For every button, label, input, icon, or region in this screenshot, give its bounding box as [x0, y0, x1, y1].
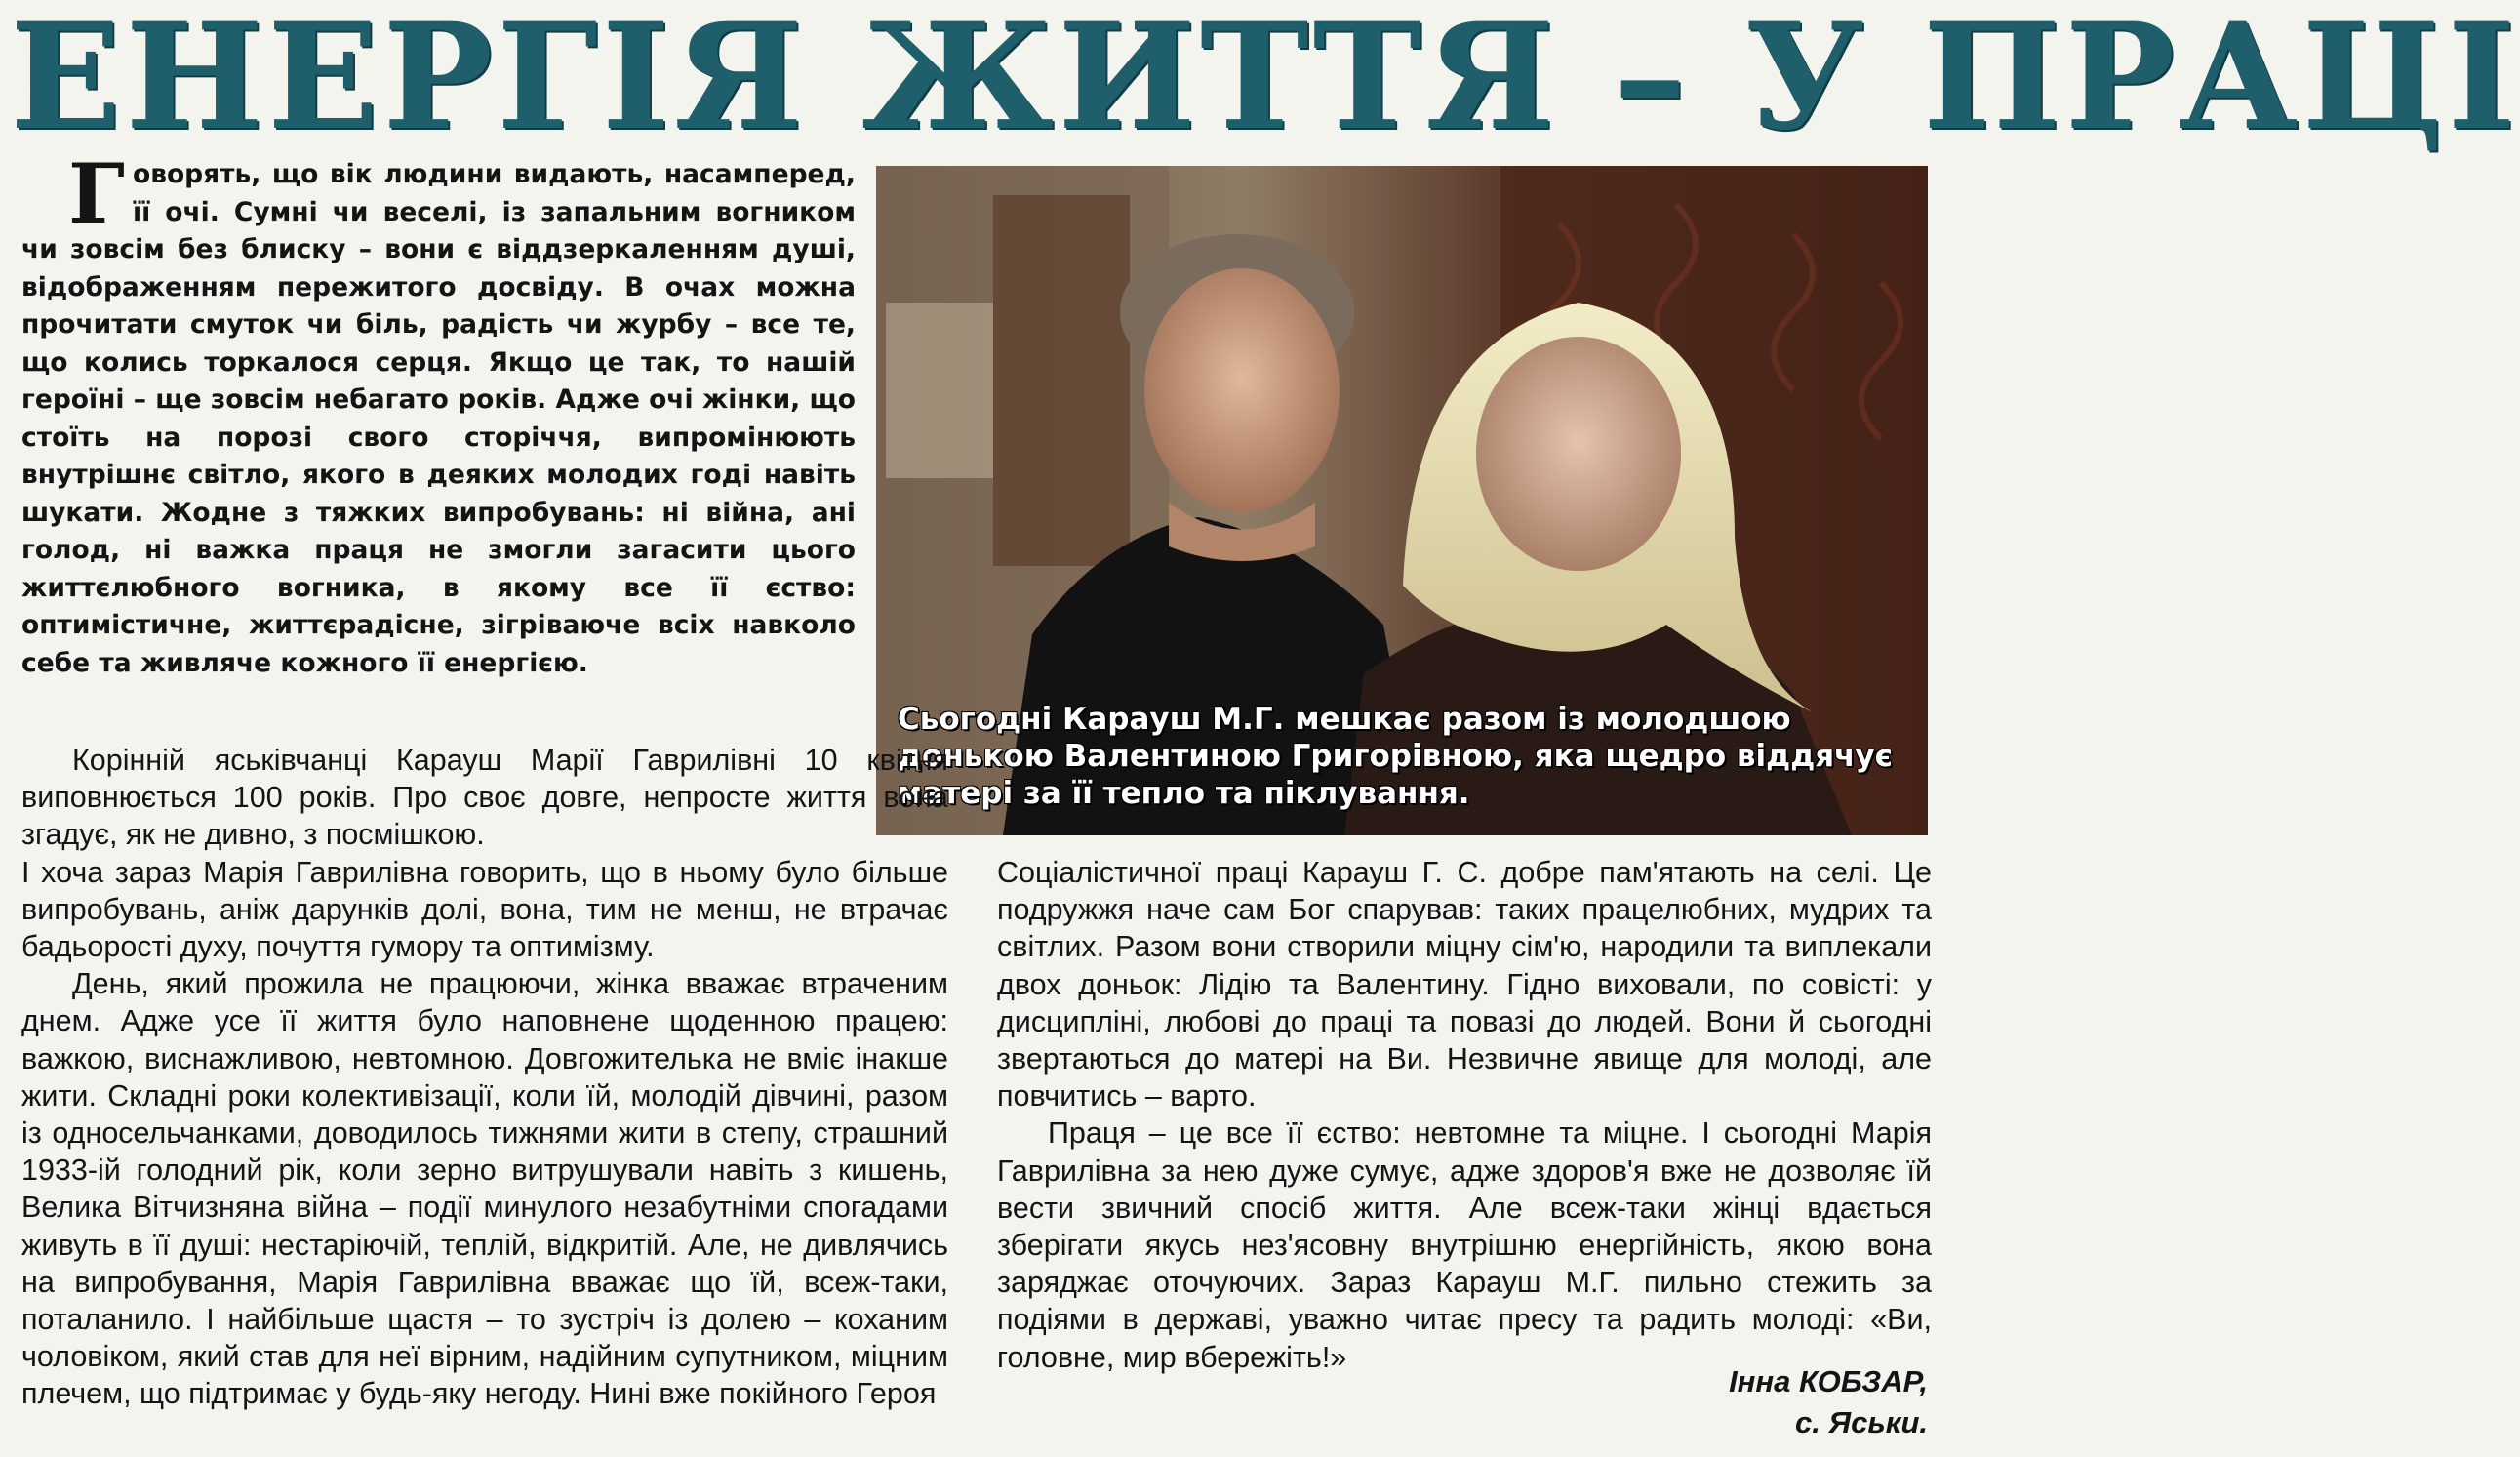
article-lead [21, 145, 856, 682]
article-column-left [21, 742, 948, 1413]
byline-author: Інна КОБЗАР, [1729, 1364, 1928, 1398]
paragraph: День, який прожила не працюючи, жінка вважає втраченим днем. Адже усе її життя було наповнене щоденною працею: важкою, виснажливою, невтомною. Довгожителька не вміє інакше жити. Складні роки колективізації, коли їй, молодій дівчині, разом із односельчанками, доводилось тижнями жити в степу, страшний 1933-ій голодний рік, коли зерно витрушували навіть з кишень, Велика Вітчизняна війна – події минулого незабутніми спогадами живуть в її душі: нестаріючій, теплій, відкритій. Але, не дивлячись на випробування, Марія Гаврилівна вважає що їй, всеж-таки, поталанило. І найбільше щастя – то зустріч із долею – коханим чоловіком, який став для неї вірним, надійним супутником, міцним плечем, що підтримає у будь-яку негоду. Нині вже покійного Героя [21, 967, 948, 1411]
drop-cap: Г [68, 145, 125, 242]
article-headline: ЕНЕРГІЯ ЖИТТЯ – У ПРАЦІ [10, 0, 2520, 163]
lead-text: оворять, що вік людини видають, насамперед, її очі. Сумні чи веселі, із запальним вогником чи зовсім без блиску – вони є віддзеркаленням душі, відображенням пережитого досвіду. В очах можна прочитати смуток чи біль, радість чи журбу – все те, що колись торкалося серця. Якщо це так, то нашій героїні – ще зовсім небагато років. Адже очі жінки, що стоїть на порозі свого сторіччя, випромінюють внутрішнє світло, якого в деяких молодих годі навіть шукати. Жодне з тяжких випробувань: ні війна, ані голод, ні важка праця не змогли загасити цього життєлюбного вогника, в якому все її єство: оптимістичне, життєрадісне, зігріваюче всіх навколо себе та живляче кожного її енергією. [21, 159, 856, 678]
paragraph: І хоча зараз Марія Гаврилівна говорить, що в ньому було більше випробувань, аніж дарунків долі, вона, тим не менш, не втрачає бадьорості духу, почуття гумору та оптимізму. [21, 855, 948, 964]
article-column-right [997, 854, 1932, 1376]
article-photo [876, 166, 1928, 835]
paragraph: Соціалістичної праці Карауш Г. С. добре пам'ятають на селі. Це подружжя наче сам Бог спарував: таких працелюбних, мудрих та світлих. Разом вони створили міцну сім'ю, народили та виплекали двох доньок: Лідію та Валентину. Гідно виховали, по совісті: у дисципліні, любові до праці та повазі до людей. Вони й сьогодні звертаються до матері на Ви. Незвичне явище для молоді, але повчитись – варто. [997, 856, 1932, 1113]
paragraph: Корінній яськівчанці Карауш Марії Гаврилівні 10 квітня виповнюється 100 років. Про своє довге, непросте життя вона згадує, як не дивно, з посмішкою. [21, 744, 948, 852]
paragraph: Праця – це все її єство: невтомне та міцне. І сьогодні Марія Гаврилівна за нею дуже сумує, адже здоров'я вже не дозволяє їй вести звичний спосіб життя. Але всеж-таки жінці вдається зберігати якусь нез'ясовну внутрішню енергійність, якою вона заряджає оточуючих. Зараз Карауш М.Г. пильно стежить за подіями в державі, уважно читає пресу та радить молоді: «Ви, головне, мир вбережіть!» [997, 1116, 1932, 1374]
photo-caption: Сьогодні Карауш М.Г. мешкає разом із молодшою донькою Валентиною Григорівною, яка щедро віддячує матері за її тепло та піклування. [898, 702, 1894, 811]
byline-place: с. Яськи. [1795, 1405, 1928, 1439]
byline [1440, 1361, 1928, 1443]
